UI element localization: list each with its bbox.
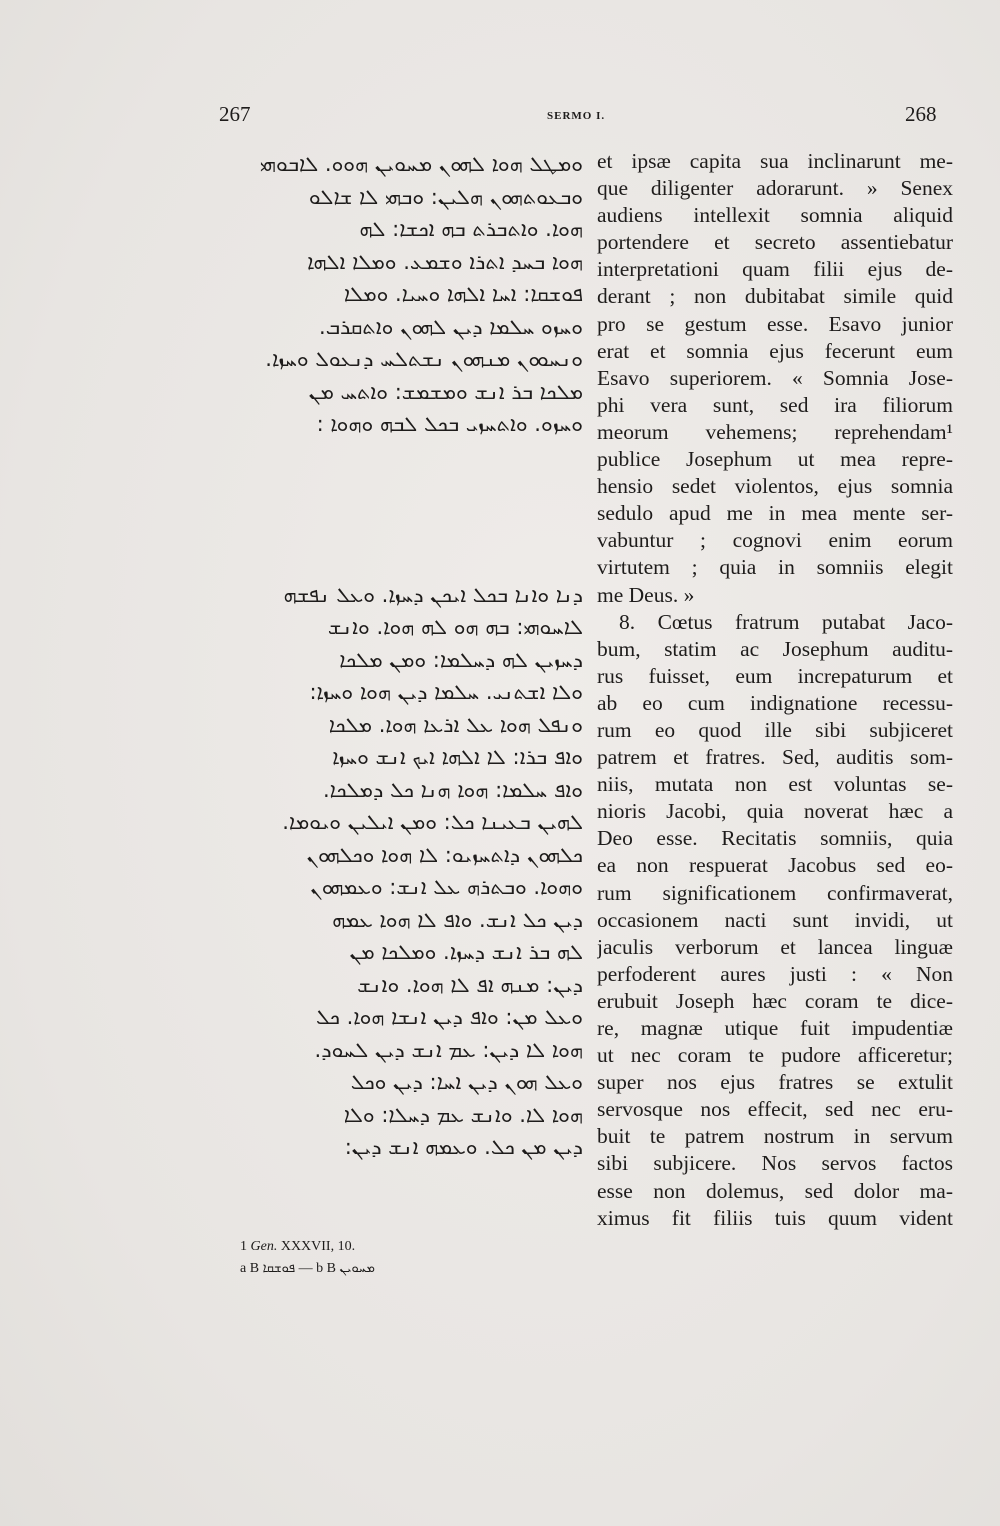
latin-line: bum, statim ac Josephum auditu- <box>597 636 953 661</box>
latin-line: occasionem nacti sunt invidi, ut <box>597 907 953 932</box>
syriac-line: ܕܝܢ ܟܠ ܐܢܫ. ܘܐܦ ܠܐ ܗܘܐ ܥܡܗ <box>332 907 583 932</box>
syriac-line: ܘܥܠ ܡܢ: ܘܐܦ ܕܝܢ ܐܢܫܐ ܗܘܐ. ܟܠ <box>316 1005 583 1029</box>
latin-line: ximus fit filiis tuis quum vident <box>597 1205 953 1230</box>
variant-a-text: ܦܘܫܩܐ <box>262 1261 296 1276</box>
syriac-line: ܘܐܦ ܒܪܐ: ܠܐ ܐܠܗܐ ܐܝܟ ܐܢܫ ܘܚܙܐ <box>332 745 583 769</box>
syriac-line: ܘܐܦ ܚܠܡܐ: ܗܘܐ ܗܢܐ ܟܠ ܕܡܠܟܐ. <box>322 777 583 802</box>
latin-line: ea non respuerat Jacobus sed eo- <box>597 853 953 878</box>
syriac-line: ܦܘܫܩܐ: ܐܚܐ ܐܠܗܐ ܘܚܝܐ. ܘܡܠܐ <box>343 282 583 306</box>
latin-line: phi vera sunt, sed ira filiorum <box>597 392 953 417</box>
syriac-line: ܕܢܐ ܘܐܢܐ ܒܟܠ ܐܝܟܢ ܕܚܙܐ. ܘܥܠ ܢܦܫܗ <box>283 582 583 607</box>
variant-separator: — <box>298 1261 313 1276</box>
latin-line: sibi subjicere. Nos servos factos <box>597 1151 953 1176</box>
footnotes <box>240 1236 375 1280</box>
latin-line: derant ; non dubitabat simile quid <box>597 284 953 309</box>
latin-line: rum eo quod ille sibi subjiceret <box>597 717 953 742</box>
latin-line: super nos ejus fratres se extulit <box>597 1070 953 1095</box>
syriac-line: ܗܘܐ ܠܐ. ܘܐܢܫ ܥܡ ܕܚܠܐ: ܘܠܐ <box>343 1102 583 1127</box>
syriac-line: ܗܘܐ ܒܚܕ ܐܬܪܐ ܘܫܡܥ. ܘܡܠܐ ܐܠܗܐ <box>307 249 583 274</box>
footnote-reference <box>240 1236 375 1258</box>
latin-line: vabuntur ; cognovi enim eorum <box>597 528 953 553</box>
syriac-line: ܟܠܗܘܢ ܕܐܬܚܙܝܘ: ܠܐ ܗܘܐ ܘܟܠܗܘܢ <box>306 842 583 867</box>
latin-line: sedulo apud me in mea mente ser- <box>597 501 953 526</box>
latin-column <box>597 148 953 1232</box>
latin-line: rus fuisset, eum increpaturum et <box>597 663 953 688</box>
column-gap <box>225 441 583 579</box>
footnote-variants <box>240 1258 375 1280</box>
syriac-line: ܠܐܚܘܗܝ: ܒܗ ܗܘ ܠܗ ܗܘܐ. ܘܐܢܫ <box>327 615 583 639</box>
latin-line: Esavo superiorem. « Somnia Jose- <box>597 365 953 390</box>
syriac-line: ܘܢܦܠ ܗܘܐ ܥܠ ܐܪܥܐ ܗܘܐ. ܡܠܟܐ <box>328 712 583 737</box>
syriac-line: ܗܘܐ. ܘܐܬܒܪܬ ܒܗ ܐܟܫܐ: ܠܗ <box>359 217 583 241</box>
latin-line: rum significationem confirmaverat, <box>597 880 953 905</box>
syriac-column <box>225 148 583 1164</box>
footnote-citation: XXXVII, 10. <box>280 1239 356 1254</box>
latin-line: patrem et fratres. Sed, auditis som- <box>597 745 953 770</box>
latin-line: Deo esse. Recitatis somniis, quia <box>597 826 953 851</box>
latin-line: portendere et secreto assentiebatur <box>597 230 953 255</box>
latin-line: nioris Jacobi, quia noverat hæc a <box>597 799 953 824</box>
syriac-line: ܘܥܠ ܗܘܢ ܕܝܢ ܐܚܐ: ܕܝܢ ܘܟܠ <box>350 1070 583 1094</box>
syriac-line: ܘܒܥܘܬܗܘܢ ܗܠܝܢ: ܘܒܗܝ ܠܐ ܫܐܠܘ <box>308 184 583 209</box>
syriac-line: ܠܗ ܒܪ ܐܢܫ ܕܚܙܐ. ܘܡܠܟܐ ܡܢ <box>349 940 583 964</box>
latin-line: perfoderent aures justi : « Non <box>597 961 953 986</box>
latin-line: me Deus. » <box>597 582 695 607</box>
syriac-line: ܘܗܘܐ. ܘܒܬܪܗ ܥܠ ܐܢܫ: ܘܥܡܗܘܢ <box>310 875 583 899</box>
syriac-line: ܡܠܟܐ ܒܪ ܐܢܫ ܘܡܫܡܫ: ܘܐܬܚ ܡܢ <box>308 379 583 404</box>
latin-line: servosque nos effecit, sed nec eru- <box>597 1097 953 1122</box>
latin-line: erubuit Joseph hæc coram te dice- <box>597 988 953 1013</box>
syriac-line: ܘܚܙܘ. ܘܐܬܚܙܝ ܒܟܠ ܠܒܗ ܘܗܘܐ : <box>316 412 583 436</box>
latin-line: que diligenter adorarunt. » Senex <box>597 176 953 201</box>
latin-line: niis, mutata non est voluntas se- <box>597 772 953 797</box>
latin-line: ut nec coram te pudore afficeretur; <box>597 1043 953 1068</box>
syriac-line: ܕܝܢ ܡܢ ܟܠ. ܘܥܡܗ ܐܢܫ ܕܝܢ: <box>344 1135 583 1159</box>
latin-line: interpretationi quam filii ejus de- <box>597 257 953 282</box>
page-number-left: 267 <box>219 102 251 126</box>
syriac-line: ܕܚܙܝܢ ܠܗ ܕܚܠܡܐ: ܘܡܢ ܡܠܟܐ <box>339 647 583 672</box>
latin-line: buit te patrem nostrum in servum <box>597 1124 953 1149</box>
latin-line: hensio sedet violentos, ejus somnia <box>597 474 953 499</box>
latin-line: publice Josephum ut mea repre- <box>597 447 953 472</box>
latin-line: audiens intellexit somnia aliquid <box>597 203 953 228</box>
latin-line: pro se gestum esse. Esavo junior <box>597 311 953 336</box>
latin-line: 8. Cœtus fratrum putabat Jaco- <box>619 609 953 634</box>
syriac-line: ܘܢܚܘܘܢ ܡܢܗܘܢ ܢܫܬܠܚ ܕܢܥܘܠ ܘܚܙܐ. <box>265 347 583 371</box>
latin-line: et ipsæ capita sua inclinarunt me- <box>597 149 953 173</box>
syriac-line: ܘܡܛܠ ܗܘܐ ܠܗܘܢ ܡܚܘܝܢ ܗܘܘ. ܠܐܒܘܗܝ <box>259 152 583 176</box>
syriac-line: ܕܝܢ: ܡܢܗ ܐܦ ܠܐ ܗܘܐ. ܘܐܢܫ <box>357 972 583 997</box>
latin-line: esse non dolemus, sed dolor ma- <box>597 1178 953 1203</box>
page-number-right: 268 <box>905 102 937 126</box>
running-head: SERMO I. <box>547 110 606 122</box>
variant-b-text: ܡܚܘܝܢ <box>339 1261 375 1276</box>
syriac-line: ܘܠܐ ܐܫܬܢܝ. ܚܠܡܐ ܕܝܢ ܗܘܐ ܘܚܙܐ: <box>309 680 583 704</box>
variant-b-label: b B <box>316 1261 337 1276</box>
variant-a-label: a B <box>240 1261 260 1276</box>
latin-line: virtutem ; quia in somniis elegit <box>597 555 953 580</box>
latin-line: re, magnæ utique fuit impudentiæ <box>597 1016 953 1040</box>
latin-line: erat et somnia ejus fecerunt eum <box>597 338 953 363</box>
syriac-line: ܗܘܐ ܠܐ ܕܝܢ: ܥܡ ܐܢܫ ܕܝܢ ܠܚܘܕ. <box>314 1037 583 1062</box>
latin-line: jaculis verborum et lancea linguæ <box>597 934 953 959</box>
syriac-line: ܠܗܝܢ ܒܥܝܢܐ ܟܠ: ܘܡܢ ܐܝܠܝܢ ܘܝܘܡܐ. <box>282 810 583 834</box>
footnote-book: Gen. <box>250 1239 278 1254</box>
latin-line: ab eo cum indignatione recessu- <box>597 690 953 715</box>
latin-line: meorum vehemens; reprehendam¹ <box>597 419 953 444</box>
footnote-number: 1 <box>240 1239 247 1254</box>
syriac-line: ܘܚܙܘ ܚܠܡܐ ܕܝܢ ܠܗܘܢ ܘܐܬܩܪܒ. <box>319 314 583 339</box>
